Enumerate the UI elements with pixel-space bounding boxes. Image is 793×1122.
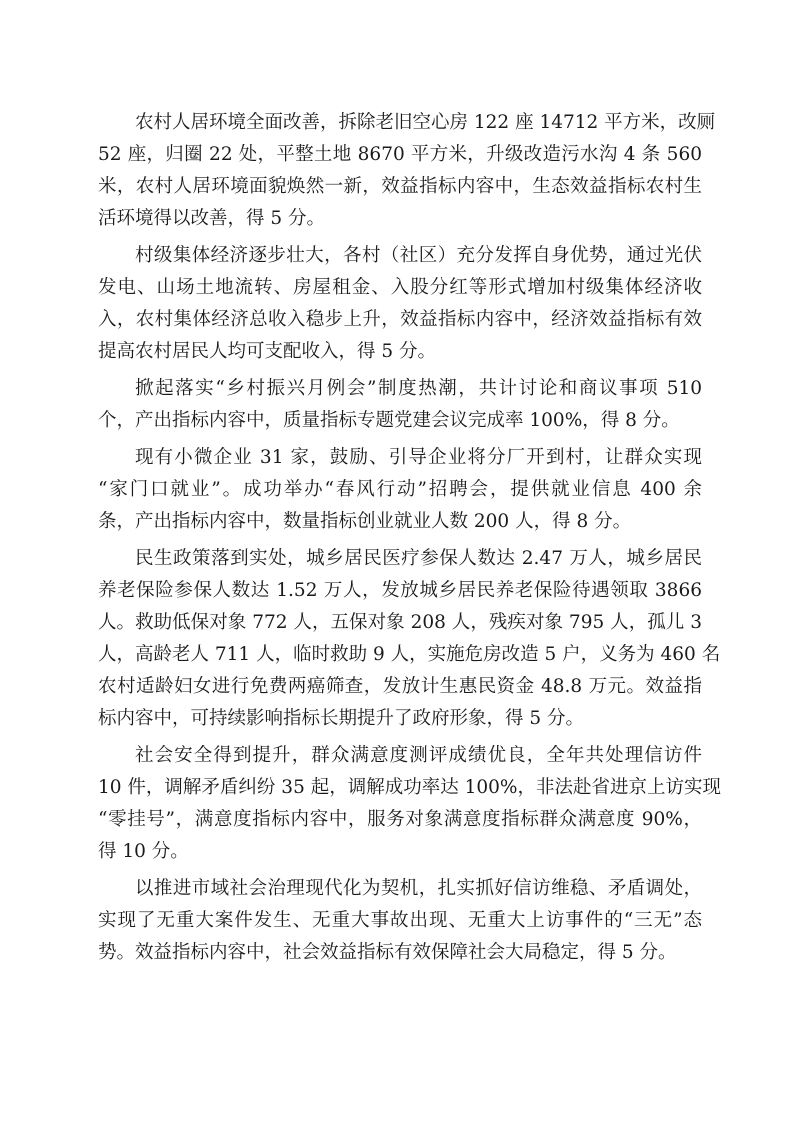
text-line: 得 10 分。 (98, 841, 189, 862)
text-line: 人。救助低保对象 772 人，五保对象 208 人，残疾对象 795 人，孤儿 3 (98, 612, 702, 633)
text-line: 农村适龄妇女进行免费两癌筛查，发放计生惠民资金 48.8 万元。效益指 (98, 676, 702, 697)
text-line: 现有小微企业 31 家，鼓励、引导企业将分厂开到村，让群众实现 (135, 447, 702, 468)
text-line: 52 座，归圈 22 处，平整土地 8670 平方米，升级改造污水沟 4 条 560 (98, 144, 702, 165)
text-line: “零挂号”，满意度指标内容中，服务对象满意度指标群众满意度 90%， (98, 809, 702, 830)
text-line: 民生政策落到实处，城乡居民医疗参保人数达 2.47 万人，城乡居民 (135, 548, 702, 569)
text-line: 10 件，调解矛盾纠纷 35 起，调解成功率达 100%，非法赴省进京上访实现 (98, 777, 721, 798)
text-line: 提高农村居民人均可支配收入，得 5 分。 (98, 341, 437, 362)
text-line: 养老保险参保人数达 1.52 万人，发放城乡居民养老保险待遇领取 3866 (98, 580, 702, 601)
text-line: “家门口就业”。成功举办“春风行动”招聘会，提供就业信息 400 余 (98, 479, 702, 500)
text-line: 人，高龄老人 711 人，临时救助 9 人，实施危房改造 5 户，义务为 460 名 (98, 644, 721, 665)
paragraph (98, 543, 721, 735)
text-line: 活环境得以改善，得 5 分。 (98, 208, 326, 229)
text-line: 米，农村人居环境面貌焕然一新，效益指标内容中，生态效益指标农村生 (98, 176, 702, 197)
text-line: 条，产出指标内容中，数量指标创业就业人数 200 人，得 8 分。 (98, 511, 632, 532)
text-line: 势。效益指标内容中，社会效益指标有效保障社会大局稳定，得 5 分。 (98, 942, 677, 963)
text-line: 以推进市域社会治理现代化为契机，扎实抓好信访维稳、矛盾调处， (135, 878, 702, 899)
text-line: 个，产出指标内容中，质量指标专题党建会议完成率 100%，得 8 分。 (98, 410, 680, 431)
paragraph (98, 442, 702, 538)
paragraph (98, 240, 702, 368)
text-line: 农村人居环境全面改善，拆除老旧空心房 122 座 14712 平方米，改厕 (135, 112, 716, 133)
text-line: 社会安全得到提升，群众满意度测评成绩优良，全年共处理信访件 (135, 745, 702, 766)
text-line: 掀起落实“乡村振兴月例会”制度热潮，共计讨论和商议事项 510 (135, 378, 702, 399)
paragraph (98, 740, 721, 868)
paragraph (98, 873, 702, 969)
text-line: 入，农村集体经济总收入稳步上升，效益指标内容中，经济效益指标有效 (98, 309, 702, 330)
text-line: 村级集体经济逐步壮大，各村（社区）充分发挥自身优势，通过光伏 (135, 245, 702, 266)
text-line: 发电、山场土地流转、房屋租金、入股分红等形式增加村级集体经济收 (98, 277, 702, 298)
document-body (98, 107, 721, 974)
text-line: 实现了无重大案件发生、无重大事故出现、无重大上访事件的“三无”态 (98, 910, 702, 931)
paragraph (98, 373, 702, 437)
paragraph (98, 107, 716, 235)
text-line: 标内容中，可持续影响指标长期提升了政府形象，得 5 分。 (98, 708, 585, 729)
